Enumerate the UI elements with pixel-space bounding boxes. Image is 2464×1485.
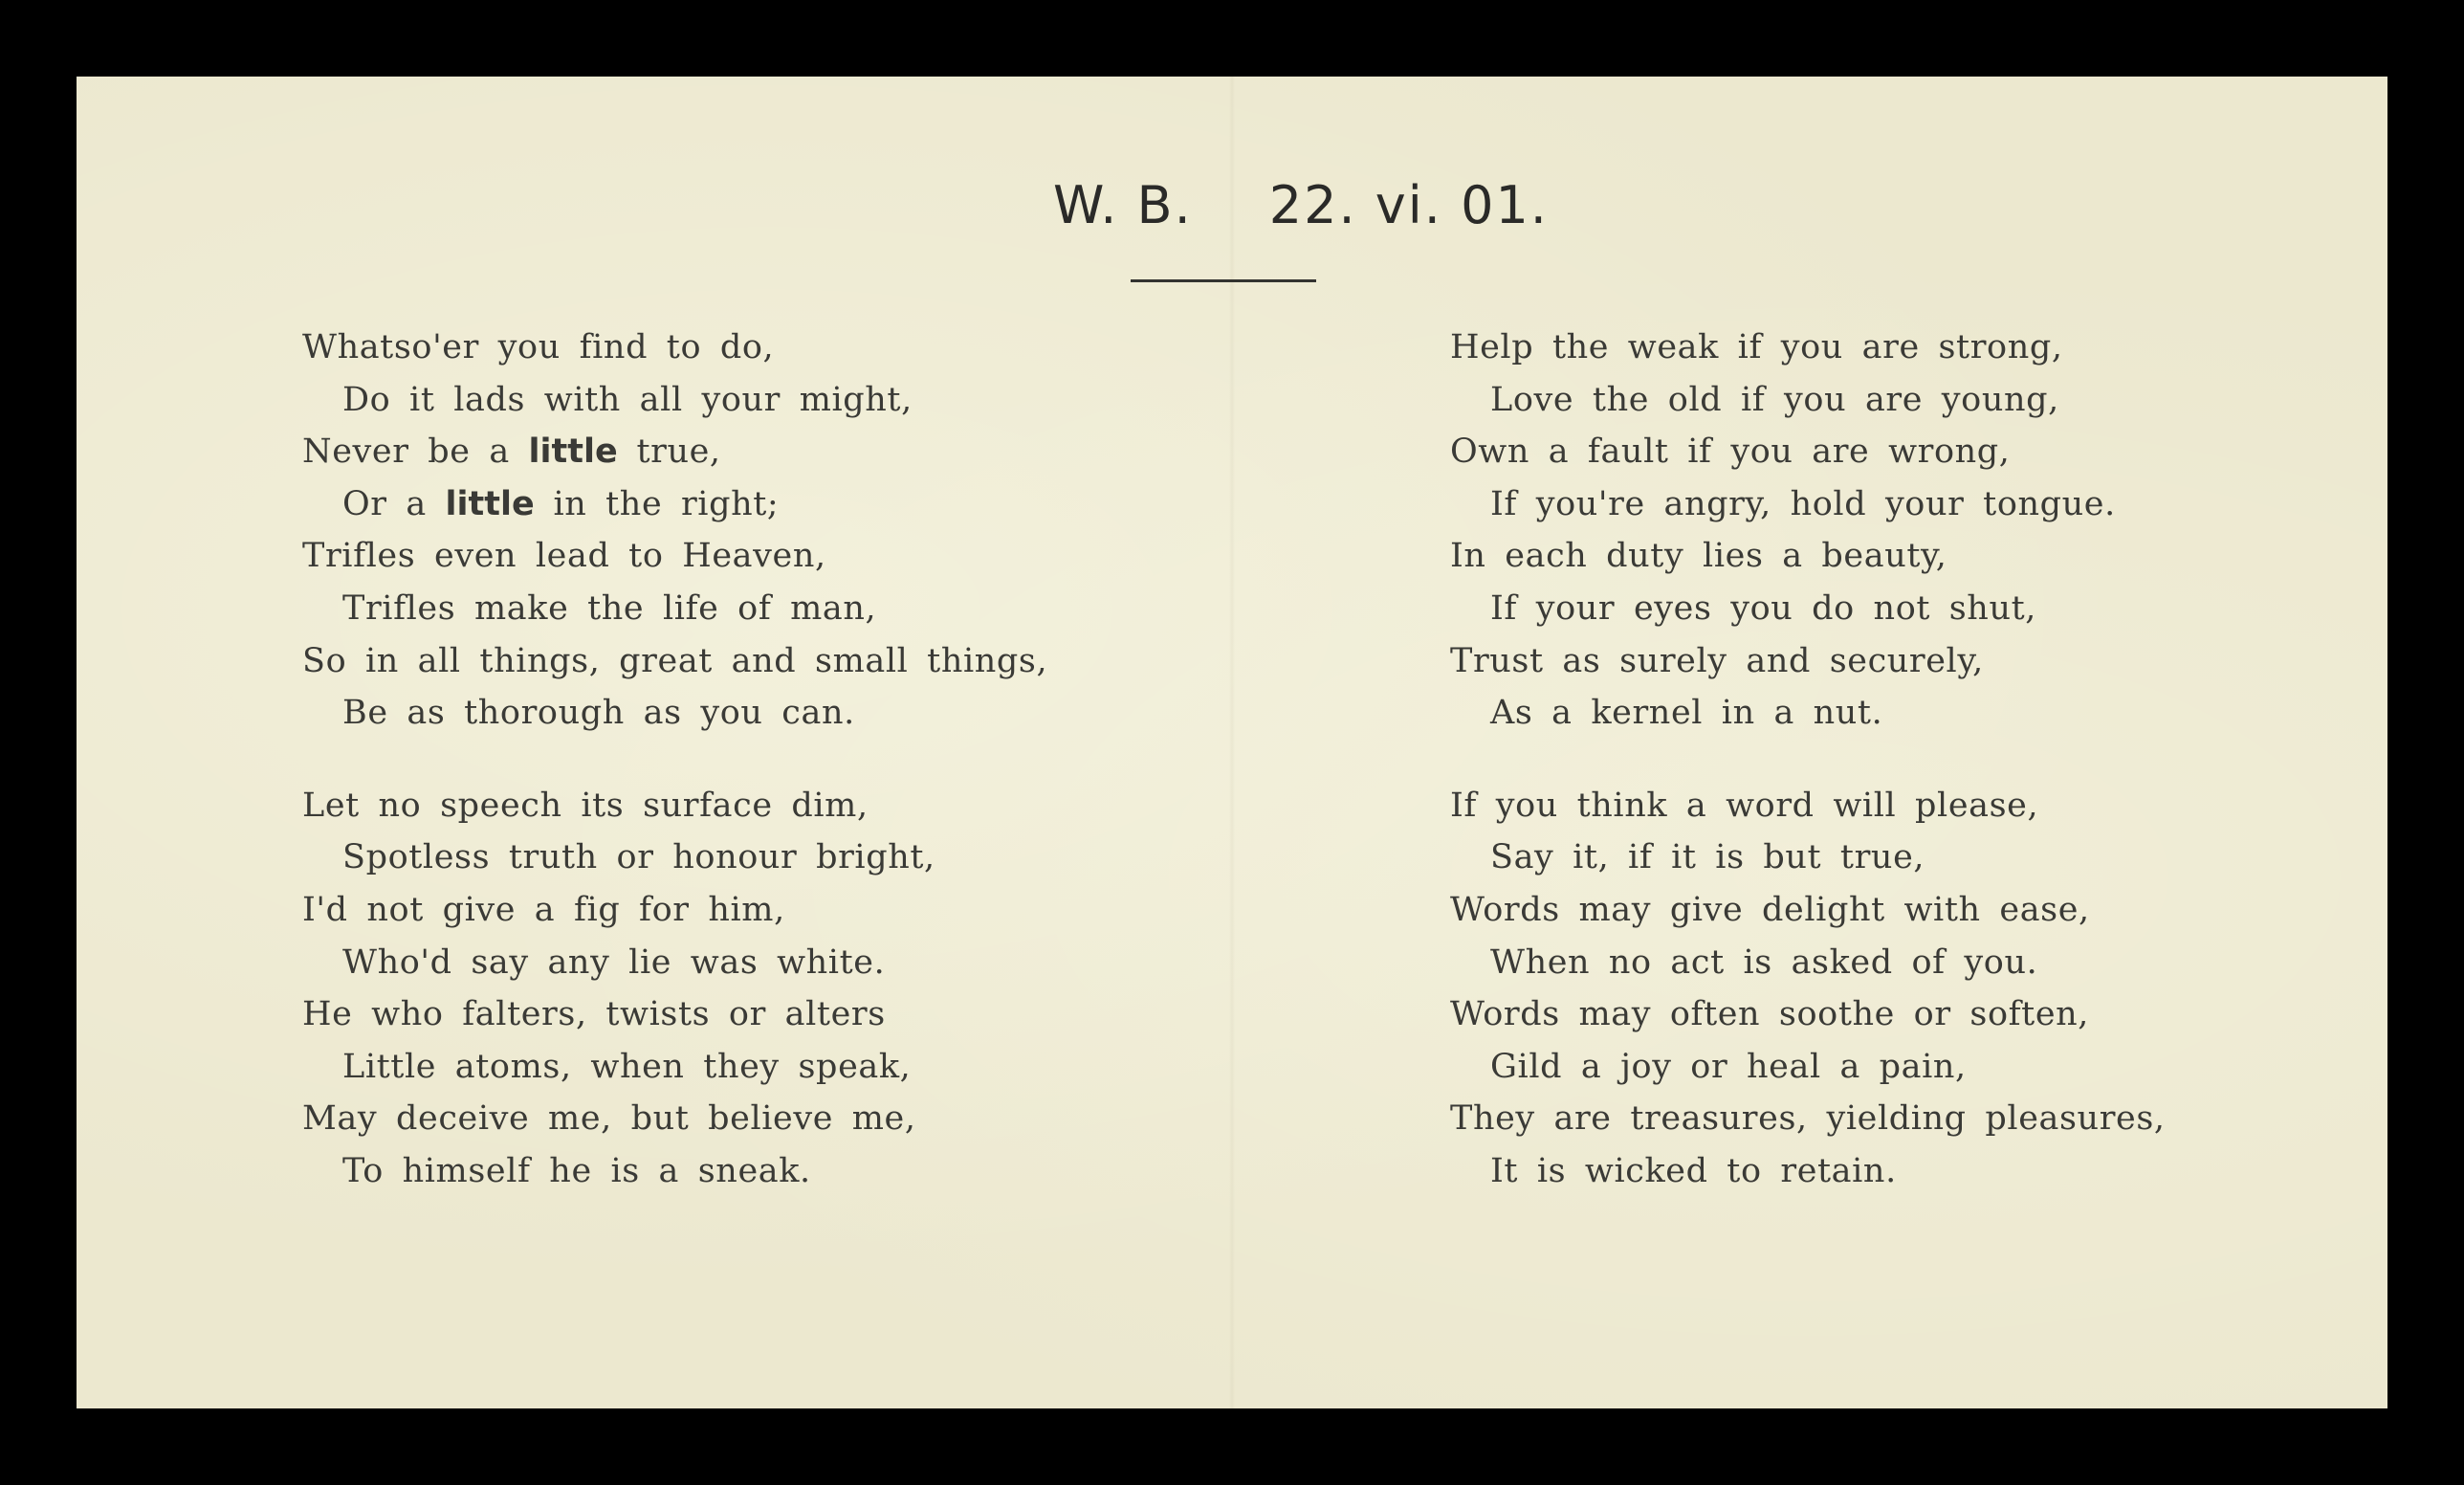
emphasized-word: little [528, 432, 618, 472]
verse-line: Let no speech its surface dim, [302, 786, 869, 825]
verse-line: Trifles make the life of man, [342, 588, 877, 628]
verse-line: Whatso'er you find to do, [302, 328, 775, 366]
verse-line: May deceive me, but believe me, [302, 1099, 916, 1139]
verse-line: Little atoms, when they speak, [342, 1047, 912, 1086]
header-rule [1131, 279, 1316, 282]
verse-text: true, [617, 432, 721, 472]
verse-line: So in all things, great and small things, [302, 641, 1048, 680]
verse-line: Say it, if it is but true, [1490, 838, 1925, 877]
verse-line: If you're angry, hold your tongue. [1490, 484, 2116, 523]
paper-sheet [77, 77, 2387, 1408]
verse-line: Own a fault if you are wrong, [1450, 432, 2011, 472]
verse-line: Love the old if you are young, [1490, 380, 2059, 419]
verse-line: To himself he is a sneak. [342, 1151, 811, 1190]
verse-line: Spotless truth or honour bright, [342, 838, 935, 877]
verse-line: If you think a word will please, [1450, 786, 2039, 825]
stanza-left-1 [302, 321, 1047, 740]
verse-line: It is wicked to retain. [1490, 1151, 1897, 1190]
stanza-right-2 [1450, 780, 2166, 1198]
verse-line: Words may often soothe or soften, [1450, 995, 2090, 1034]
verse-line: Gild a joy or heal a pain, [1490, 1047, 1967, 1086]
verse-line: Do it lads with all your might, [342, 380, 913, 419]
verse-line [302, 478, 1047, 531]
verse-line: Words may give delight with ease, [1450, 890, 2090, 929]
right-column [1450, 321, 2166, 1198]
verse-line: He who falters, twists or alters [302, 995, 886, 1034]
stanza-left-2 [302, 780, 1047, 1198]
verse-line: In each duty lies a beauty, [1450, 537, 1947, 576]
verse-line: I'd not give a fig for him, [302, 890, 785, 929]
verse-text: in the right; [534, 484, 780, 523]
verse-text: Never be a [302, 432, 529, 472]
verse-line: As a kernel in a nut. [1490, 694, 1883, 733]
verse-line: Help the weak if you are strong, [1450, 328, 2063, 366]
center-fold [1229, 77, 1235, 1408]
page-header [145, 175, 2456, 235]
author-initials: W. B. [1053, 175, 1193, 235]
stanza-right-1 [1450, 321, 2166, 740]
header-date: 22. vi. 01. [1268, 175, 1549, 235]
verse-line: When no act is asked of you. [1490, 942, 2038, 982]
verse-line: Trust as surely and securely, [1450, 641, 1984, 680]
verse-line [302, 426, 1047, 478]
verse-line: Who'd say any lie was white. [342, 942, 886, 982]
verse-line: Trifles even lead to Heaven, [302, 537, 826, 576]
left-column [302, 321, 1047, 1198]
verse-line: If your eyes you do not shut, [1490, 588, 2036, 628]
verse-line: They are treasures, yielding pleasures, [1450, 1099, 2166, 1139]
verse-text: Or a [342, 484, 446, 523]
verse-line: Be as thorough as you can. [342, 694, 855, 733]
emphasized-word: little [445, 484, 535, 523]
